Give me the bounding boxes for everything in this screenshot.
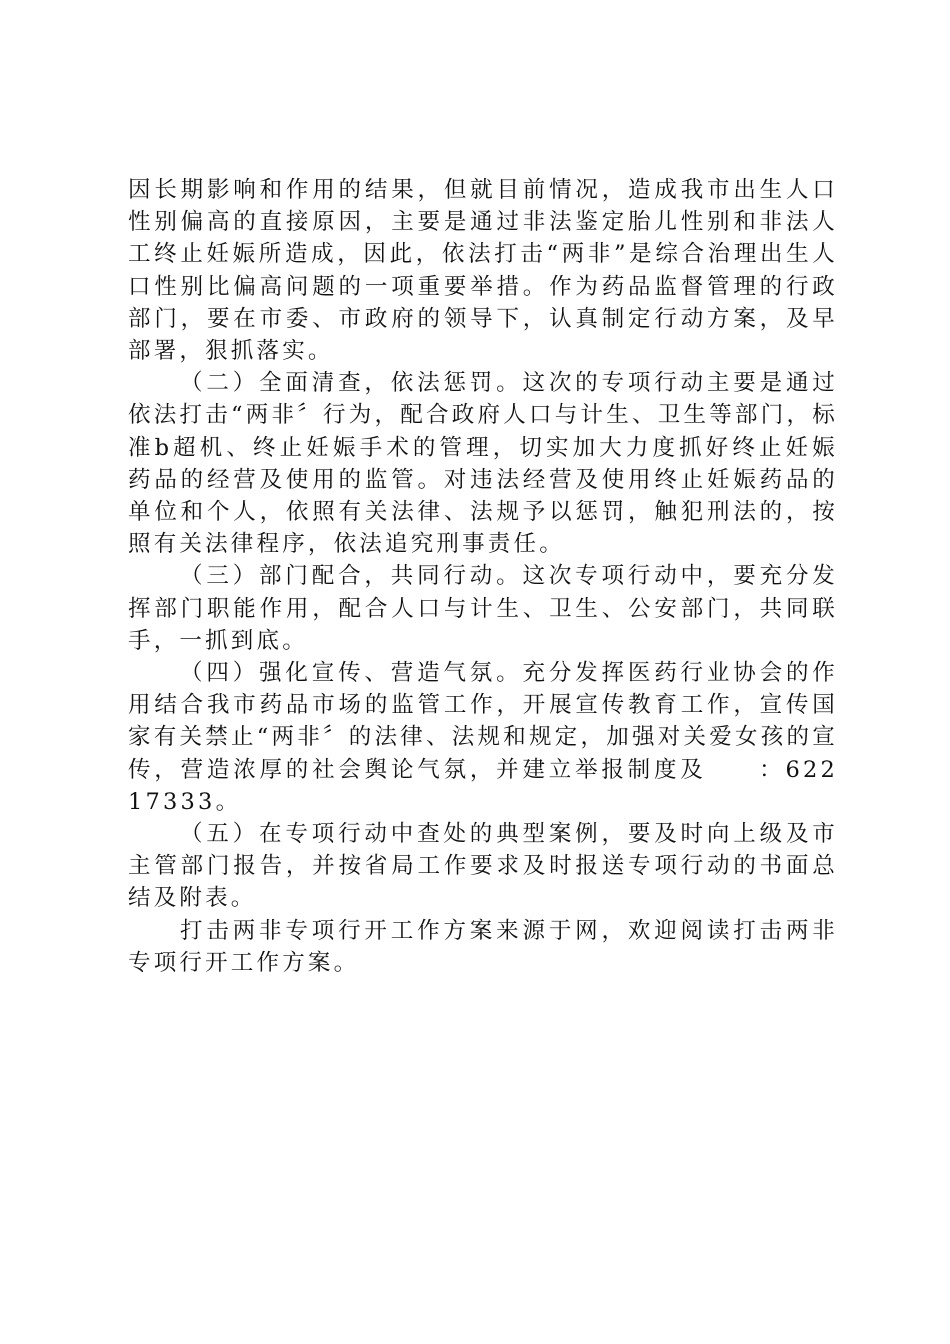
- paragraph-source-note: 打击两非专项行开工作方案来源于网，欢迎阅读打击两非专项行开工作方案。: [128, 917, 838, 976]
- paragraph-continuation: 因长期影响和作用的结果，但就目前情况，造成我市出生人口性别偏高的直接原因，主要是通过非法鉴定胎儿性别和非法人工终止妊娠所造成，因此，依法打击“两非”是综合治理出生人口性别比偏高问题的一项重要举措。作为药品监督管理的行政部门，要在市委、市政府的领导下，认真制定行动方案，及早部署，狠抓落实。: [128, 177, 838, 365]
- paragraph-section-5: （五）在专项行动中查处的典型案例，要及时向上级及市主管部门报告，并按省局工作要求及时报送专项行动的书面总结及附表。: [128, 821, 838, 912]
- paragraph-section-3: （三）部门配合，共同行动。这次专项行动中，要充分发挥部门职能作用，配合人口与计生、卫生、公安部门，共同联手，一抓到底。: [128, 563, 838, 654]
- paragraph-section-2: （二）全面清查，依法惩罚。这次的专项行动主要是通过依法打击“两非〞行为，配合政府人口与计生、卫生等部门，标准b超机、终止妊娠手术的管理，切实加大力度抓好终止妊娠药品的经营及使用的监管。对违法经营及使用终止妊娠药品的单位和个人，依照有关法律、法规予以惩罚，触犯刑法的，按照有关法律程序，依法追究刑事责任。: [128, 370, 838, 558]
- paragraph-section-4: （四）强化宣传、营造气氛。充分发挥医药行业协会的作用结合我市药品市场的监管工作，开展宣传教育工作，宣传国家有关禁止“两非〞的法律、法规和规定，加强对关爱女孩的宣传，营造浓厚的社会舆论气氛，并建立举报制度及 ：62217333。: [128, 660, 838, 815]
- document-body: [128, 174, 838, 979]
